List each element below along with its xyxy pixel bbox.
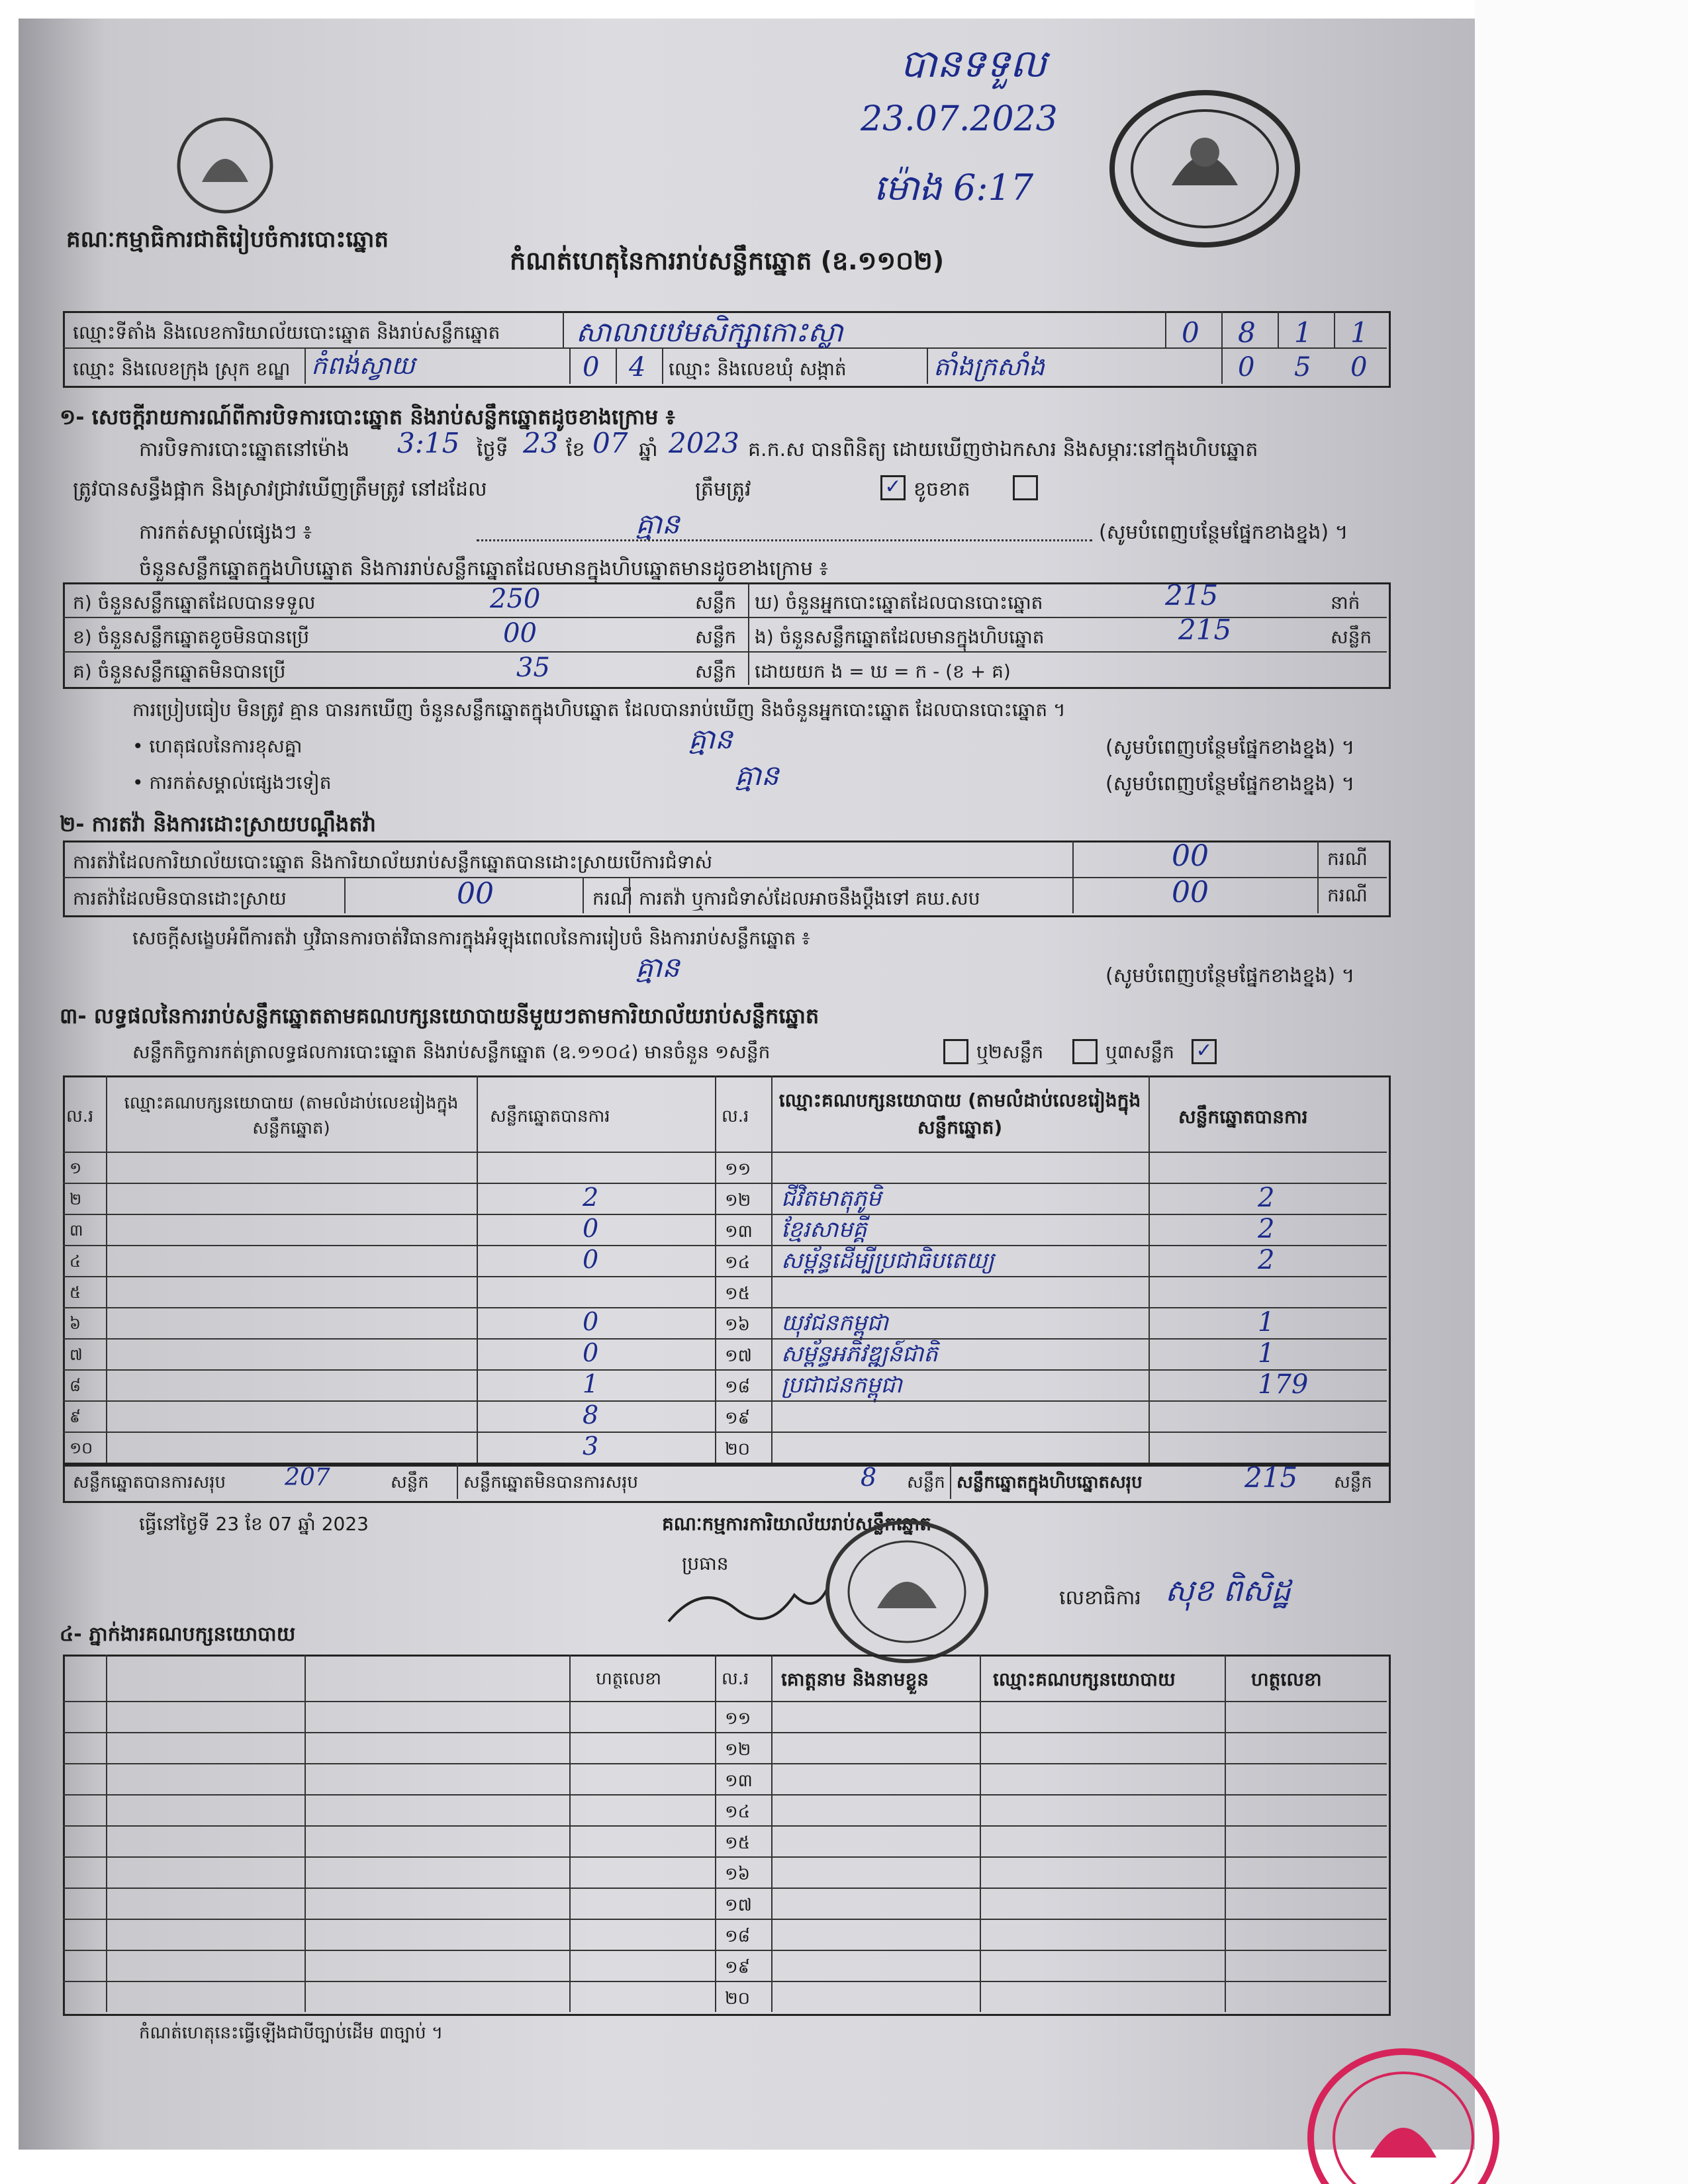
count-row-unit: សន្លឹក — [695, 592, 737, 614]
section3-heading: ៣- លទ្ធផលនៃការរាប់សន្លឹកឆ្នោតតាមគណបក្សនយោបាយនីមួយៗតាមការិយាល័យរាប់សន្លឹកឆ្នោត — [60, 1003, 820, 1028]
row-number: ១៥ — [725, 1284, 751, 1304]
page-margin — [1475, 0, 1688, 2184]
intact-label: ត្រឹមត្រូវ — [695, 478, 751, 501]
nec-logo-icon — [175, 116, 275, 215]
right-votes: 1 — [1258, 1307, 1275, 1338]
year-label: ឆ្នាំ — [639, 438, 658, 461]
col-no-right: ល.រ — [722, 1107, 749, 1126]
closing-line-2: ត្រូវបានសន្ធឹងផ្អាក និងស្រាវជ្រាវឃើញត្រឹមត្រូវ នៅដដែល — [73, 478, 487, 501]
fill-hint: (សូមបំពេញបន្ថែមផ្នែកខាងខ្នង) ។ — [1105, 736, 1355, 759]
village-digit: 0 — [1238, 352, 1255, 383]
totals-row — [63, 1463, 1391, 1503]
box-total-value: 215 — [1244, 1461, 1298, 1494]
extra2-label: • ការកត់សម្គាល់ផ្សេងៗទៀត — [132, 772, 332, 794]
col-no-left: ល.រ — [66, 1107, 94, 1126]
count-row-label: គ) ចំនួនសន្លឹកឆ្នោតមិនបានប្រើ — [73, 660, 286, 682]
agent-row-number: ១១ — [725, 1709, 751, 1729]
col-party-right: ឈ្មោះគណបក្សនយោបាយ (តាមលំដាប់លេខរៀងក្នុងសន្លឹកឆ្នោត) — [778, 1089, 1141, 1138]
complaints-unit: ករណី — [1327, 884, 1368, 906]
match-line: ការប្រៀបធៀប មិនត្រូវ គ្មាន បានរកឃើញ ចំនួនសន្លឹកឆ្នោតក្នុងហិបឆ្នោត ដែលបានរាប់ឃើញ និងចំនួនអ្នកបោះឆ្នោត ដែលបានបោះឆ្នោត ។ — [132, 699, 1066, 721]
receipt-date: 23.07.2023 — [861, 99, 1058, 139]
section1-heading: ១- សេចក្តីរាយការណ៍ពីការបិទការបោះឆ្នោត និងរាប់សន្លឹកឆ្នោតដូចខាងក្រោម ៖ — [60, 404, 675, 430]
agents-col-no: ល.រ — [722, 1669, 749, 1689]
count-row-unit: សន្លឹក — [695, 626, 737, 648]
agent-row-number: ១៥ — [725, 1833, 751, 1853]
row-number: ១៩ — [725, 1408, 751, 1428]
three-sheets-label: ឬ៣សន្លឹក — [1105, 1041, 1174, 1063]
agents-col-sign: ហត្ថលេខា — [1251, 1668, 1322, 1690]
agents-col-sign-left: ហត្ថលេខា — [596, 1669, 662, 1689]
complaints-row2-value: 00 — [457, 877, 494, 911]
col-party-left: ឈ្មោះគណបក្សនយោបាយ (តាមលំដាប់លេខរៀងក្នុងសន្លឹកឆ្នោត) — [124, 1093, 459, 1138]
one-sheet-checkbox[interactable] — [943, 1039, 968, 1064]
secretary-name: សុខ ពិសិដ្ឋ — [1165, 1572, 1291, 1608]
receipt-label: បានទទួល — [900, 41, 1047, 86]
three-sheets-checkbox[interactable]: ✓ — [1192, 1039, 1217, 1064]
unit: សន្លឹក — [1334, 1473, 1372, 1492]
count-right-label: ឃ) ចំនួនអ្នកបោះឆ្នោតដែលបានបោះឆ្នោត — [755, 592, 1043, 614]
page-title: កំណត់ហេតុនៃការរាប់សន្លឹកឆ្នោត (ឧ.១១០២) — [510, 246, 945, 275]
station-code-digit: 0 — [1182, 316, 1199, 349]
left-votes: 0 — [583, 1338, 599, 1367]
row-number: ២ — [70, 1190, 82, 1208]
closing-time: 3:15 — [397, 427, 460, 459]
count-right-value: 215 — [1165, 579, 1219, 612]
count-right-label: ង) ចំនួនសន្លឹកឆ្នោតដែលមានក្នុងហិបឆ្នោត — [755, 626, 1045, 648]
party-name: យុវជនកម្ពុជា — [781, 1310, 888, 1336]
agent-row-number: ១៩ — [725, 1958, 751, 1978]
total-valid-label: សន្លឹកឆ្នោតបានការសរុប — [73, 1473, 226, 1492]
complaints-unit: ករណី — [1327, 848, 1368, 870]
agent-row-number: ១៧ — [725, 1895, 753, 1915]
left-votes: 2 — [583, 1183, 599, 1212]
footer-note: កំណត់ហេតុនេះធ្វើឡើងជាបីច្បាប់ដើម ៣ច្បាប់ ។ — [139, 2023, 444, 2043]
two-sheets-checkbox[interactable] — [1072, 1039, 1098, 1064]
station-name-label: ឈ្មោះទីតាំង និងលេខការិយាល័យបោះឆ្នោត និងរាប់សន្លឹកឆ្នោត — [73, 322, 500, 343]
left-votes: 0 — [583, 1245, 599, 1274]
official-stamp-icon — [1105, 86, 1304, 251]
row-number: ១០ — [70, 1439, 93, 1457]
agents-col-name: គោត្តនាម និងនាមខ្លួន — [781, 1668, 929, 1690]
year-value: 2023 — [669, 427, 739, 459]
intact-checkbox[interactable]: ✓ — [880, 475, 906, 500]
agents-col-party: ឈ្មោះគណបក្សនយោបាយ — [993, 1668, 1176, 1690]
agent-row-number: ១៤ — [725, 1802, 751, 1822]
note-label: ការកត់សម្គាល់ផ្សេងៗ ៖ — [139, 521, 312, 544]
sheets-line: សន្លឹកកិច្ចការកត់ត្រាលទ្ធផលការបោះឆ្នោត និងរាប់សន្លឹកឆ្នោត (ឧ.១១០៤) មានចំនួន ១សន្លឹក — [132, 1041, 771, 1063]
formula: ដោយយក ង = ឃ = ក - (ខ + គ) — [755, 660, 1011, 682]
committee-name: គណៈកម្មាធិការជាតិរៀបចំការបោះឆ្នោត — [66, 226, 389, 253]
day-label: ថ្ងៃទី — [477, 438, 508, 461]
two-sheets-label: ឬ២សន្លឹក — [976, 1041, 1044, 1063]
right-votes: 179 — [1258, 1369, 1309, 1400]
village-digit: 5 — [1294, 352, 1311, 383]
village-digit: 0 — [1350, 352, 1368, 383]
row-number: ៥ — [70, 1283, 81, 1302]
signoff-committee: គណៈកម្មការការិយាល័យរាប់សន្លឹកឆ្នោត — [662, 1513, 932, 1535]
agent-row-number: ២០ — [725, 1989, 751, 2009]
complaints-row1-value: 00 — [1172, 839, 1209, 873]
row-number: ៦ — [70, 1314, 81, 1333]
party-name: ប្រជាជនកម្ពុជា — [781, 1372, 902, 1398]
row-number: ១២ — [725, 1191, 751, 1210]
row-number: ៤ — [70, 1252, 81, 1271]
row-number: ១៦ — [725, 1315, 751, 1335]
agent-row-number: ១២ — [725, 1740, 751, 1760]
commune-name: កំពង់ស្វាយ — [311, 351, 415, 380]
damaged-label: ខូចខាត — [914, 478, 970, 501]
row-number: ៧ — [70, 1345, 83, 1364]
commune-digit: 4 — [629, 352, 646, 383]
left-votes: 3 — [583, 1432, 599, 1461]
row-number: ៣ — [70, 1221, 83, 1240]
complaints-unit: ករណី — [592, 887, 633, 909]
chair-label: ប្រធាន — [682, 1553, 729, 1574]
complaints-row2-label: ការតវ៉ាដែលមិនបានដោះស្រាយ — [73, 887, 287, 909]
damaged-checkbox[interactable] — [1013, 475, 1038, 500]
agent-row-number: ១៣ — [725, 1771, 753, 1791]
party-name: ជីវិតមាតុភូមិ — [781, 1185, 882, 1212]
right-votes: 2 — [1258, 1245, 1275, 1275]
section2-heading: ២- ការតវ៉ា និងការដោះស្រាយបណ្តឹងតវ៉ា — [60, 811, 376, 837]
row-number: ១៣ — [725, 1222, 753, 1242]
fill-hint: (សូមបំពេញបន្ថែមផ្នែកខាងខ្នង) ។ — [1105, 772, 1355, 796]
village-name: តាំងក្រសាំង — [933, 352, 1045, 381]
row-number: ១៧ — [725, 1346, 753, 1366]
unit: សន្លឹក — [391, 1473, 429, 1492]
count-right-unit: នាក់ — [1331, 592, 1360, 614]
complaints-row2b-label: ការតវ៉ា ឬការជំទាស់ដែលអាចនឹងប្តឹងទៅ គឃ.សប — [639, 887, 980, 909]
commune-digit: 0 — [583, 352, 600, 383]
right-votes: 2 — [1258, 1214, 1275, 1244]
month-value: 07 — [592, 427, 628, 459]
row-number: ៩ — [70, 1408, 81, 1426]
commune-label: ឈ្មោះ និងលេខក្រុង ស្រុក ខណ្ឌ — [73, 358, 291, 380]
fill-hint: (សូមបំពេញបន្ថែមផ្នែកខាងខ្នង) ។ — [1099, 521, 1348, 544]
col-votes-left: សន្លឹកឆ្នោតបានការ — [490, 1107, 610, 1126]
party-name: សម្ព័ន្ធអភិវឌ្ឍន៍ជាតិ — [781, 1341, 938, 1367]
red-stamp-icon — [1297, 2038, 1509, 2184]
chair-signature-icon — [662, 1575, 834, 1635]
agent-row-number: ១៦ — [725, 1864, 751, 1884]
receipt-time: ម៉ោង 6:17 — [874, 167, 1034, 208]
complaints-note: សេចក្តីសង្ខេបអំពីការតវ៉ា ឬវិធានការចាត់វិធានការក្នុងអំឡុងពេលនៃការរៀបចំ និងការរាប់សន្លឹកឆ្នោត ៖ — [132, 927, 810, 949]
extra1-label: • ហេតុផលនៃការខុសគ្នា — [132, 735, 303, 757]
table-intro: ចំនួនសន្លឹកឆ្នោតក្នុងហិបឆ្នោត និងការរាប់សន្លឹកឆ្នោតដែលមានក្នុងហិបឆ្នោតមានដូចខាងក្រោម ៖ — [139, 557, 828, 580]
left-votes: 8 — [583, 1400, 599, 1430]
party-name: ខ្មែរសាមគ្គី — [781, 1216, 867, 1243]
row-number: ១១ — [725, 1160, 751, 1179]
station-name-value: សាលាបឋមសិក្សាកោះស្លា — [576, 316, 843, 348]
village-label: ឈ្មោះ និងលេខឃុំ សង្កាត់ — [669, 358, 847, 380]
extra2-value: គ្មាន — [735, 759, 779, 792]
closing-line-suffix: គ.ក.ស បានពិនិត្យ ដោយឃើញថាឯកសារ និងសម្ភារៈនៅក្នុងហិបឆ្នោត — [748, 438, 1258, 461]
left-votes: 0 — [583, 1307, 599, 1336]
col-votes-right: សន្លឹកឆ្នោតបានការ — [1178, 1106, 1308, 1128]
complaints-row2b-value: 00 — [1172, 876, 1209, 909]
count-right-value: 215 — [1178, 614, 1232, 646]
count-right-unit: សន្លឹក — [1331, 626, 1372, 648]
right-votes: 2 — [1258, 1183, 1275, 1213]
count-row-value: 35 — [516, 653, 550, 683]
committee-stamp-icon — [821, 1516, 993, 1668]
row-number: ១៨ — [725, 1377, 751, 1397]
row-number: ១ — [70, 1159, 82, 1177]
party-name: សម្ព័ន្ធដើម្បីប្រជាធិបតេយ្យ — [781, 1248, 994, 1274]
count-row-label: ខ) ចំនួនសន្លឹកឆ្នោតខូចមិនបានប្រើ — [73, 626, 309, 648]
count-row-label: ក) ចំនួនសន្លឹកឆ្នោតដែលបានទទួល — [73, 592, 316, 614]
count-row-value: 00 — [503, 618, 537, 649]
total-valid-value: 207 — [285, 1464, 330, 1491]
station-code-digit: 1 — [1294, 316, 1312, 349]
closing-line-prefix: ការបិទការបោះឆ្នោតនៅម៉ោង — [139, 438, 350, 461]
station-code-digit: 8 — [1238, 316, 1256, 349]
note-value: គ្មាន — [635, 508, 680, 540]
month-label: ខែ — [566, 438, 585, 461]
row-number: ១៤ — [725, 1253, 751, 1273]
section4-heading: ៤- ភ្នាក់ងារគណបក្សនយោបាយ — [60, 1623, 296, 1646]
agent-row-number: ១៨ — [725, 1927, 751, 1946]
count-row-value: 250 — [490, 584, 541, 614]
row-number: ២០ — [725, 1439, 751, 1459]
complaints-note-value: គ្មាន — [635, 951, 680, 983]
extra1-value: គ្មាន — [688, 723, 733, 755]
left-votes: 1 — [583, 1369, 599, 1398]
unit: សន្លឹក — [907, 1473, 945, 1492]
signoff-date: ធ្វើនៅថ្ងៃទី 23 ខែ 07 ឆ្នាំ 2023 — [139, 1513, 369, 1535]
count-row-unit: សន្លឹក — [695, 660, 737, 682]
total-invalid-label: សន្លឹកឆ្នោតមិនបានការសរុប — [463, 1473, 639, 1492]
box-total-label: សន្លឹកឆ្នោតក្នុងហិបឆ្នោតសរុប — [957, 1473, 1143, 1492]
secretary-label: លេខាធិការ — [1059, 1586, 1141, 1610]
row-number: ៨ — [70, 1377, 81, 1395]
day-value: 23 — [523, 427, 559, 459]
right-votes: 1 — [1258, 1338, 1275, 1369]
left-votes: 0 — [583, 1214, 599, 1243]
complaints-row1-label: ការតវ៉ាដែលការិយាល័យបោះឆ្នោត និងការិយាល័យរាប់សន្លឹកឆ្នោតបានដោះស្រាយបើការជំទាស់ — [73, 851, 713, 873]
total-invalid-value: 8 — [861, 1463, 877, 1492]
station-code-digit: 1 — [1350, 316, 1368, 349]
fill-hint: (សូមបំពេញបន្ថែមផ្នែកខាងខ្នង) ។ — [1105, 964, 1355, 987]
